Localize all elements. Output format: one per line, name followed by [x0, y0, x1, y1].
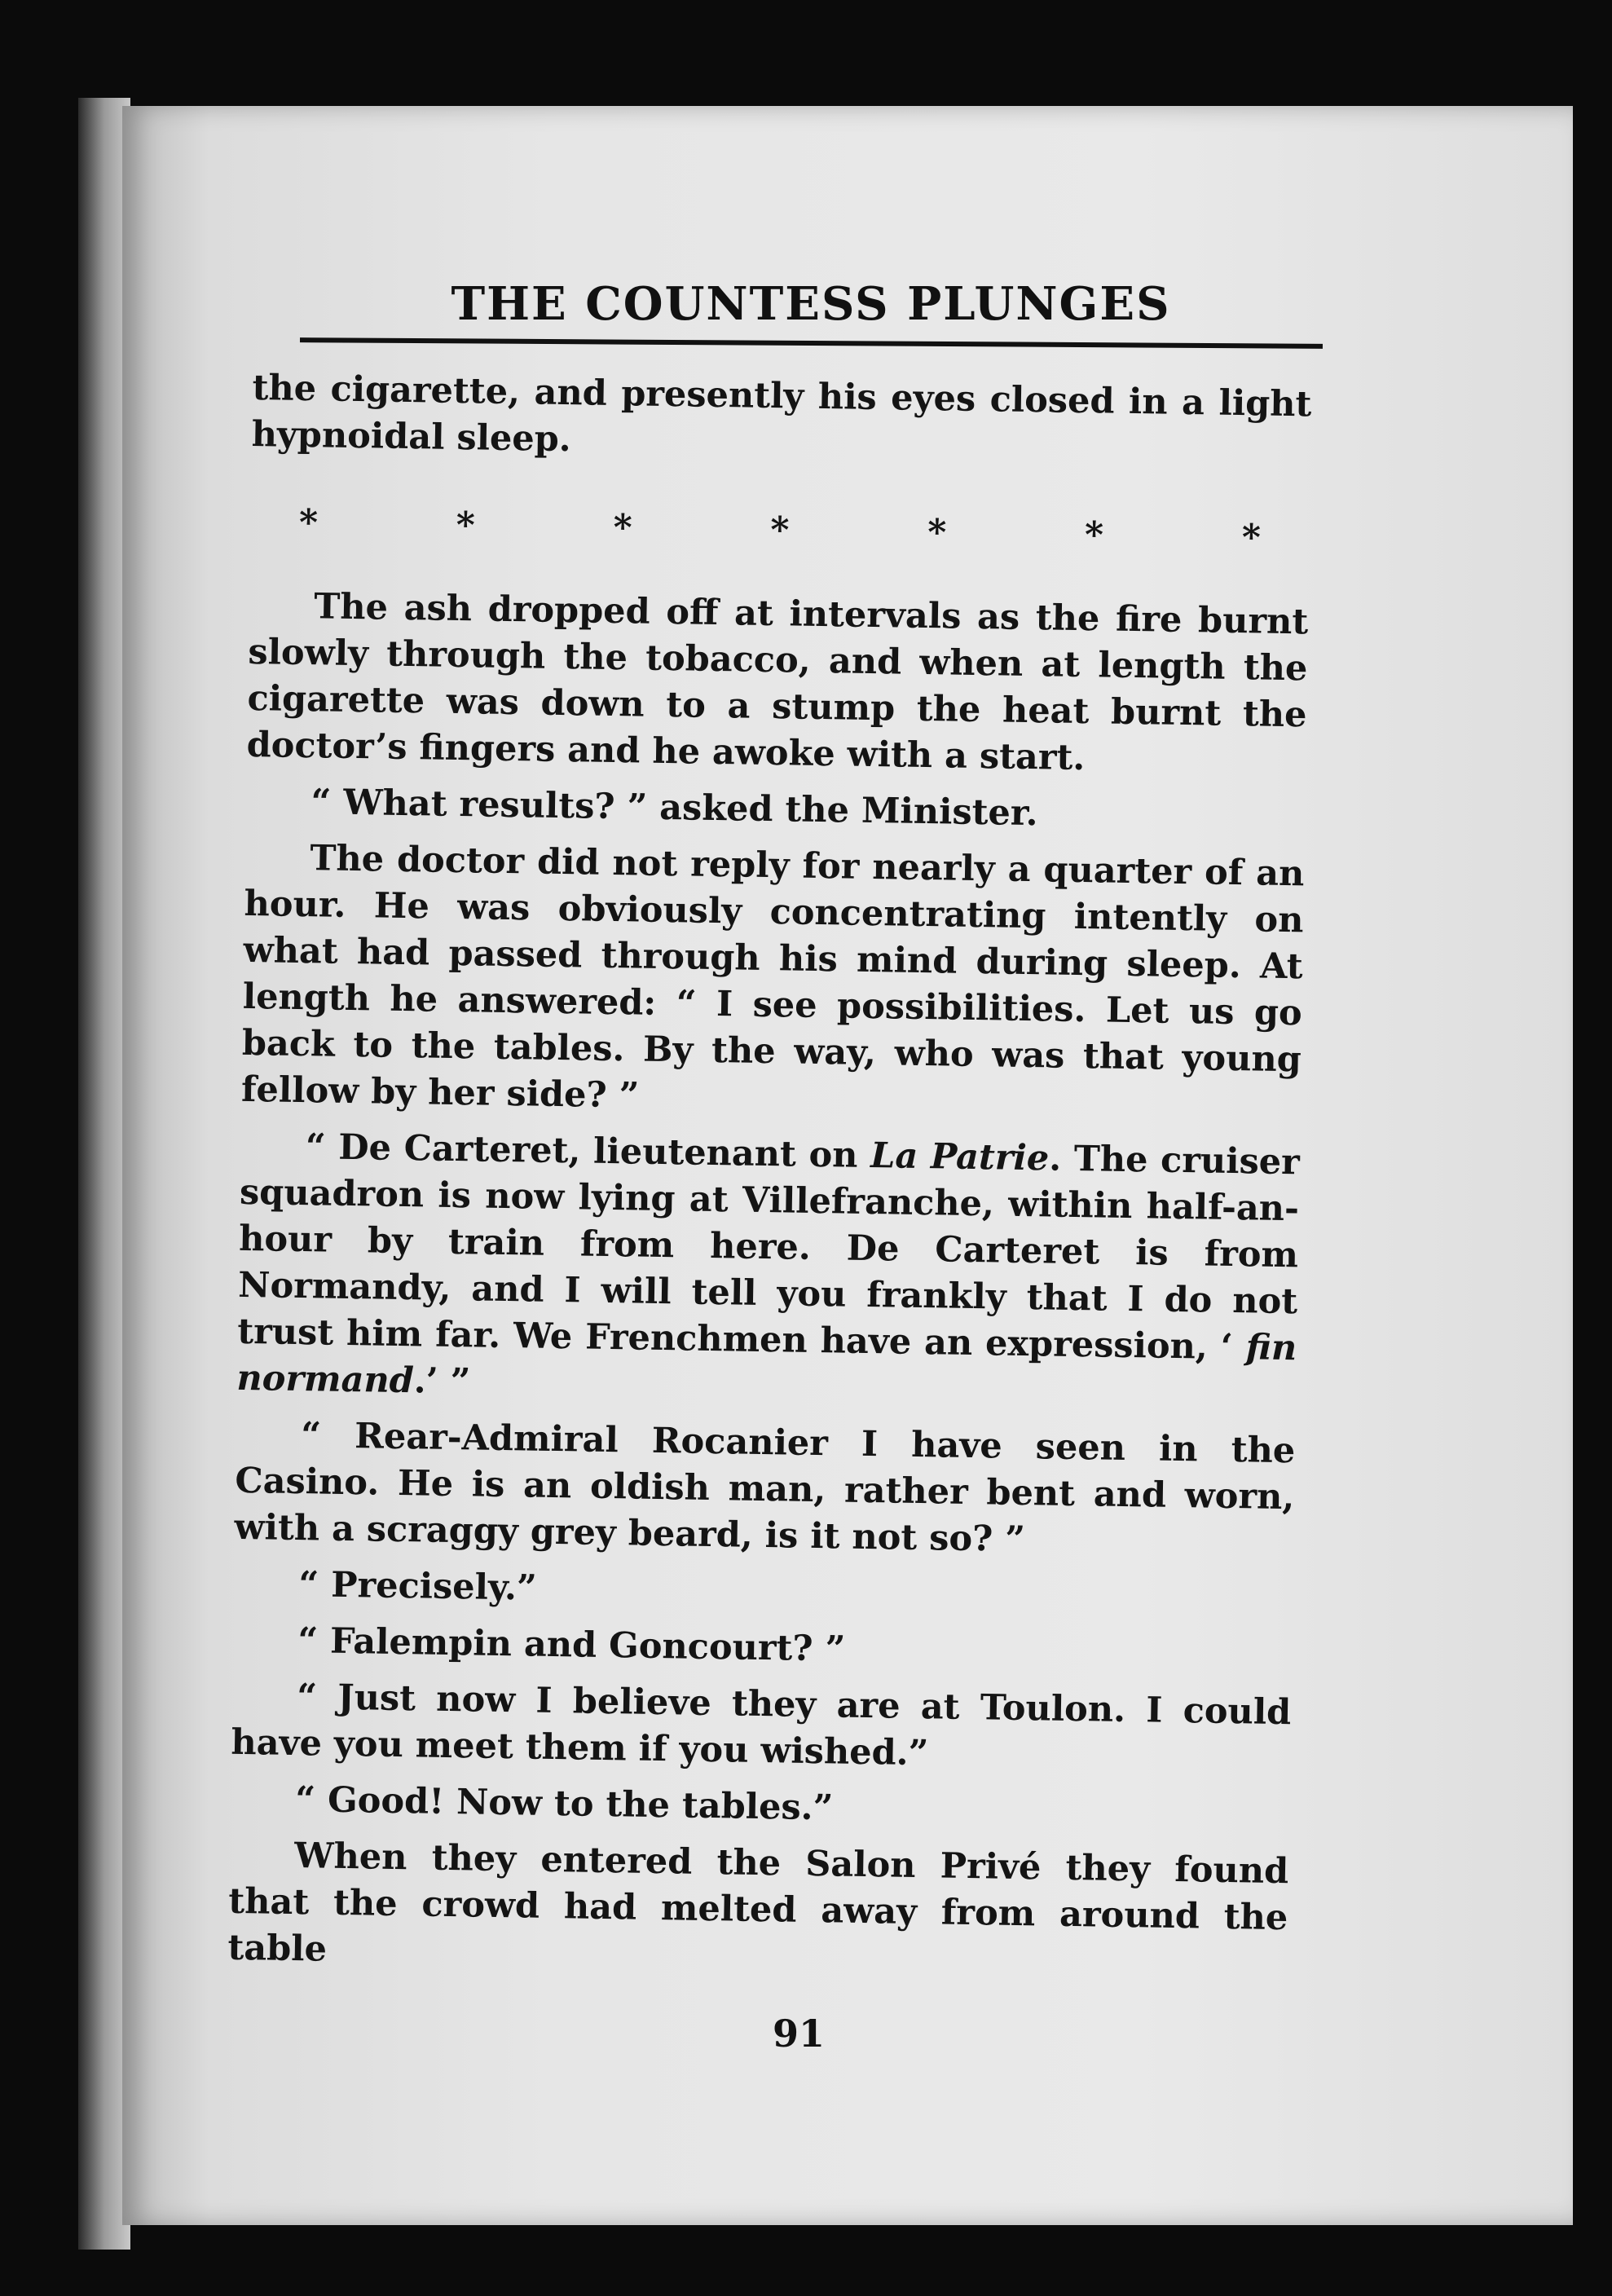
section-star: * — [927, 512, 947, 554]
paragraph-1: the cigarette, and presently his eyes closed in a light hypnoidal sleep. — [251, 367, 1312, 461]
paragraph-7: “ Precisely.” — [298, 1564, 538, 1609]
paragraph-3: “ What results? ” asked the Minister. — [311, 782, 1038, 835]
paragraph-9: “ Just now I believe they are at Toulon. I could have you meet them if you wished.” — [231, 1677, 1292, 1774]
french-expression: fin normand — [236, 1327, 1297, 1402]
paragraph-5-part: “ De Carteret, lieutenant on — [305, 1126, 871, 1177]
paragraph-5 — [236, 1123, 1300, 1418]
section-star: * — [456, 504, 476, 547]
paragraph-6: “ Rear-Admiral Rocanier I have seen in the Casino. He is an oldish man, rather bent and worn, with a scraggy grey beard, is it not so? ” — [234, 1415, 1296, 1561]
paragraph-5-part: .’ ” — [413, 1360, 471, 1403]
section-star: * — [769, 509, 790, 552]
section-star: * — [298, 501, 319, 544]
paragraph-4: The doctor did not reply for nearly a quarter of an hour. He was obviously concentrating intently on what had passed through his mind during sleep. At length he answered: “ I see possibilities. Let us go back to the tables. By the way, who was that young fellow by her side? ” — [240, 838, 1305, 1117]
paragraph-5-part: . The cruiser squadron is now lying at Villefranche, within half-an-hour by train from here. De Carteret is from Normandy, and I will tell you frankly that I do not trust him far. We Frenchmen have an expression, ‘ — [236, 1138, 1301, 1368]
section-star: * — [613, 506, 632, 549]
section-break — [249, 468, 1310, 599]
section-star: * — [1084, 514, 1104, 557]
paragraph-8: “ Falempin and Goncourt? ” — [297, 1620, 846, 1670]
paragraph-2: The ash dropped off at intervals as the fire burnt slowly through the tobacco, and when at length the cigarette was down to a stump the heat burnt the doctor’s fingers and he awoke with a start. — [246, 586, 1309, 779]
paragraph-11: When they entered the Salon Privé they found that the crowd had melted away from around the table — [227, 1835, 1289, 1970]
paragraph-10: “ Good! Now to the tables.” — [294, 1779, 834, 1829]
page-number: 91 — [772, 2012, 825, 2056]
section-star: * — [1241, 517, 1262, 559]
page-body — [227, 365, 1312, 1998]
ship-name: La Patrie — [870, 1135, 1050, 1179]
running-title: THE COUNTESS PLUNGES — [451, 277, 1171, 331]
